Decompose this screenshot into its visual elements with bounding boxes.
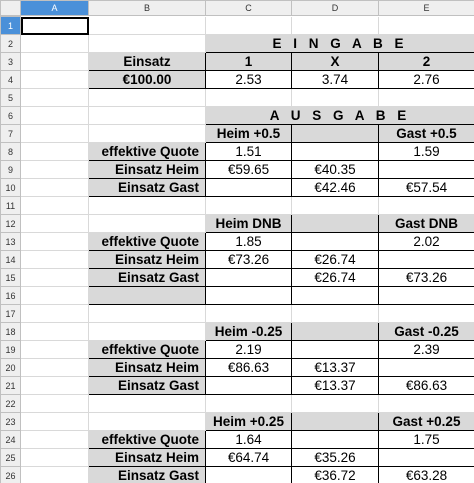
cell-b11[interactable] [89, 197, 206, 215]
cell-a15[interactable] [21, 269, 89, 287]
column-header-a[interactable]: A [21, 1, 89, 16]
row-header[interactable]: 25 [1, 449, 21, 467]
eingabe-header-2[interactable]: 2 [379, 53, 474, 71]
block-2-gast-header[interactable]: Gast -0.25 [379, 323, 474, 341]
block-1-einsatz-gast-e[interactable]: €73.26 [379, 269, 474, 287]
block-0-einsatz-heim-c[interactable]: €59.65 [206, 161, 292, 179]
sheet-row [1, 467, 474, 483]
label-effektive-quote[interactable]: effektive Quote [89, 341, 206, 359]
row-header[interactable]: 21 [1, 377, 21, 395]
block-2-quote-gast[interactable]: 2.39 [379, 341, 474, 359]
sheet-row [1, 395, 474, 413]
block-0-quote-heim[interactable]: 1.51 [206, 143, 292, 161]
row-header[interactable]: 26 [1, 467, 21, 483]
cell-b1[interactable] [89, 17, 206, 35]
cell-d17[interactable] [292, 305, 379, 323]
label-effektive-quote[interactable]: effektive Quote [89, 431, 206, 449]
cell-e5[interactable] [379, 89, 474, 107]
sheet-row [1, 377, 474, 395]
cell-a16[interactable] [21, 287, 89, 305]
row-header[interactable]: 8 [1, 143, 21, 161]
spreadsheet-grid [0, 0, 474, 16]
block-1-quote-gast[interactable]: 2.02 [379, 233, 474, 251]
row-header[interactable]: 19 [1, 341, 21, 359]
cell-a3[interactable] [21, 53, 89, 71]
cell-b17[interactable] [89, 305, 206, 323]
row-header[interactable]: 18 [1, 323, 21, 341]
sheet-row [1, 107, 474, 125]
cell-d22[interactable] [292, 395, 379, 413]
cell-a25[interactable] [21, 449, 89, 467]
cell-c5[interactable] [206, 89, 292, 107]
label-einsatz-heim[interactable]: Einsatz Heim [89, 161, 206, 179]
cell-a23[interactable] [21, 413, 89, 431]
sheet-row [1, 179, 474, 197]
cell-a11[interactable] [21, 197, 89, 215]
block-3-quote-gast[interactable]: 1.75 [379, 431, 474, 449]
einsatz-label[interactable]: Einsatz [89, 53, 206, 71]
cell-e1[interactable] [379, 17, 474, 35]
block-0-quote-empty[interactable] [292, 143, 379, 161]
sheet-row [1, 305, 474, 323]
label-einsatz-gast[interactable]: Einsatz Gast [89, 467, 206, 483]
block-3-einsatz-gast-d[interactable]: €36.72 [292, 467, 379, 483]
block-0-gast-header[interactable]: Gast +0.5 [379, 125, 474, 143]
label-einsatz-gast[interactable]: Einsatz Gast [89, 269, 206, 287]
eingabe-header-x[interactable]: X [292, 53, 379, 71]
cell-a18[interactable] [21, 323, 89, 341]
block-0-empty-header[interactable] [292, 125, 379, 143]
block-2-einsatz-heim-c[interactable]: €86.63 [206, 359, 292, 377]
column-header-d[interactable]: D [292, 1, 379, 16]
block-1-gast-header[interactable]: Gast DNB [379, 215, 474, 233]
sheet-row [1, 89, 474, 107]
cell-a8[interactable] [21, 143, 89, 161]
sheet-row [1, 17, 474, 35]
row-header[interactable]: 15 [1, 269, 21, 287]
cell-d1[interactable] [292, 17, 379, 35]
block-1-einsatz-heim-d[interactable]: €26.74 [292, 251, 379, 269]
block-1-empty-e[interactable] [379, 287, 474, 305]
sheet-row [1, 431, 474, 449]
block-0-quote-gast[interactable]: 1.59 [379, 143, 474, 161]
column-header-b[interactable]: B [89, 1, 206, 16]
block-1-empty-d[interactable] [292, 287, 379, 305]
column-header-c[interactable]: C [206, 1, 292, 16]
row-header[interactable]: 1 [1, 17, 21, 35]
block-0-heim-header[interactable]: Heim +0.5 [206, 125, 292, 143]
cell-a9[interactable] [21, 161, 89, 179]
block-1-empty-header[interactable] [292, 215, 379, 233]
label-einsatz-heim[interactable]: Einsatz Heim [89, 359, 206, 377]
cell-a4[interactable] [21, 71, 89, 89]
row-header[interactable]: 11 [1, 197, 21, 215]
row-header[interactable]: 6 [1, 107, 21, 125]
cell-a26[interactable] [21, 467, 89, 483]
label-einsatz-gast[interactable]: Einsatz Gast [89, 377, 206, 395]
block-1-einsatz-gast-c[interactable] [206, 269, 292, 287]
sheet-row [1, 233, 474, 251]
row-header[interactable]: 9 [1, 161, 21, 179]
block-1-heim-header[interactable]: Heim DNB [206, 215, 292, 233]
odds-x[interactable]: 3.74 [292, 71, 379, 89]
block-2-einsatz-gast-d[interactable]: €13.37 [292, 377, 379, 395]
block-3-gast-header[interactable]: Gast +0.25 [379, 413, 474, 431]
column-header-e[interactable]: E [379, 1, 474, 16]
sheet-row [1, 215, 474, 233]
sheet-row [1, 449, 474, 467]
sheet-row [1, 35, 474, 53]
block-3-quote-heim[interactable]: 1.64 [206, 431, 292, 449]
block-2-einsatz-heim-e[interactable] [379, 359, 474, 377]
cell-c22[interactable] [206, 395, 292, 413]
sheet-row [1, 161, 474, 179]
block-3-einsatz-heim-e[interactable] [379, 449, 474, 467]
label-einsatz-gast[interactable]: Einsatz Gast [89, 179, 206, 197]
block-3-quote-empty[interactable] [292, 431, 379, 449]
row-header[interactable]: 10 [1, 179, 21, 197]
cell-a19[interactable] [21, 341, 89, 359]
row-header[interactable]: 23 [1, 413, 21, 431]
cell-a21[interactable] [21, 377, 89, 395]
block-0-einsatz-gast-c[interactable] [206, 179, 292, 197]
cell-a6[interactable] [21, 107, 89, 125]
row-header[interactable]: 2 [1, 35, 21, 53]
sheet-row [1, 53, 474, 71]
cell-b2[interactable] [89, 35, 206, 53]
block-1-quote-empty[interactable] [292, 233, 379, 251]
block-2-heim-header[interactable]: Heim -0.25 [206, 323, 292, 341]
cell-b22[interactable] [89, 395, 206, 413]
block-1-quote-heim[interactable]: 1.85 [206, 233, 292, 251]
block-2-einsatz-gast-e[interactable]: €86.63 [379, 377, 474, 395]
cell-c11[interactable] [206, 197, 292, 215]
block-3-heim-header[interactable]: Heim +0.25 [206, 413, 292, 431]
sheet-row [1, 341, 474, 359]
odds-1[interactable]: 2.53 [206, 71, 292, 89]
label-effektive-quote[interactable]: effektive Quote [89, 233, 206, 251]
block-1-einsatz-heim-e[interactable] [379, 251, 474, 269]
spreadsheet-body [0, 16, 474, 483]
sheet-row [1, 143, 474, 161]
row-header[interactable]: 22 [1, 395, 21, 413]
block-2-empty-header[interactable] [292, 323, 379, 341]
block-2-quote-heim[interactable]: 2.19 [206, 341, 292, 359]
cell-a1[interactable] [21, 17, 89, 35]
sheet-row [1, 125, 474, 143]
eingabe-title[interactable]: E I N G A B E [206, 35, 474, 53]
cell-a17[interactable] [21, 305, 89, 323]
block-2-einsatz-heim-d[interactable]: €13.37 [292, 359, 379, 377]
block-3-einsatz-heim-d[interactable]: €35.26 [292, 449, 379, 467]
block-3-einsatz-heim-c[interactable]: €64.74 [206, 449, 292, 467]
cell-b7[interactable] [89, 125, 206, 143]
cell-d5[interactable] [292, 89, 379, 107]
block-0-einsatz-gast-e[interactable]: €57.54 [379, 179, 474, 197]
block-0-einsatz-heim-d[interactable]: €40.35 [292, 161, 379, 179]
block-1-empty-b[interactable] [89, 287, 206, 305]
odds-2[interactable]: 2.76 [379, 71, 474, 89]
select-all-corner[interactable] [1, 1, 21, 16]
row-header[interactable]: 12 [1, 215, 21, 233]
block-1-einsatz-heim-c[interactable]: €73.26 [206, 251, 292, 269]
cell-b6[interactable] [89, 107, 206, 125]
sheet-row [1, 251, 474, 269]
cell-c17[interactable] [206, 305, 292, 323]
row-header[interactable]: 13 [1, 233, 21, 251]
block-3-einsatz-gast-e[interactable]: €63.28 [379, 467, 474, 483]
block-3-empty-header[interactable] [292, 413, 379, 431]
sheet-row [1, 197, 474, 215]
cell-a13[interactable] [21, 233, 89, 251]
cell-a5[interactable] [21, 89, 89, 107]
cell-a24[interactable] [21, 431, 89, 449]
cell-e22[interactable] [379, 395, 474, 413]
cell-a7[interactable] [21, 125, 89, 143]
sheet-row [1, 359, 474, 377]
row-header[interactable]: 7 [1, 125, 21, 143]
cell-a12[interactable] [21, 215, 89, 233]
block-0-einsatz-gast-d[interactable]: €42.46 [292, 179, 379, 197]
block-1-einsatz-gast-d[interactable]: €26.74 [292, 269, 379, 287]
cell-b12[interactable] [89, 215, 206, 233]
row-header[interactable]: 16 [1, 287, 21, 305]
cell-e11[interactable] [379, 197, 474, 215]
cell-b23[interactable] [89, 413, 206, 431]
cell-a10[interactable] [21, 179, 89, 197]
block-2-einsatz-gast-c[interactable] [206, 377, 292, 395]
block-0-einsatz-heim-e[interactable] [379, 161, 474, 179]
row-header[interactable]: 4 [1, 71, 21, 89]
block-2-quote-empty[interactable] [292, 341, 379, 359]
row-header[interactable]: 5 [1, 89, 21, 107]
cell-a20[interactable] [21, 359, 89, 377]
eingabe-header-1[interactable]: 1 [206, 53, 292, 71]
label-einsatz-heim[interactable]: Einsatz Heim [89, 251, 206, 269]
sheet-row [1, 287, 474, 305]
row-header[interactable]: 20 [1, 359, 21, 377]
cell-a14[interactable] [21, 251, 89, 269]
cell-a2[interactable] [21, 35, 89, 53]
label-einsatz-heim[interactable]: Einsatz Heim [89, 449, 206, 467]
cell-d11[interactable] [292, 197, 379, 215]
block-3-einsatz-gast-c[interactable] [206, 467, 292, 483]
sheet-row [1, 71, 474, 89]
cell-b18[interactable] [89, 323, 206, 341]
cell-b5[interactable] [89, 89, 206, 107]
label-effektive-quote[interactable]: effektive Quote [89, 143, 206, 161]
row-header[interactable]: 24 [1, 431, 21, 449]
row-header[interactable]: 3 [1, 53, 21, 71]
einsatz-value[interactable]: €100.00 [89, 71, 206, 89]
sheet-row [1, 413, 474, 431]
row-header[interactable]: 17 [1, 305, 21, 323]
cell-a22[interactable] [21, 395, 89, 413]
cell-e17[interactable] [379, 305, 474, 323]
ausgabe-title[interactable]: A U S G A B E [206, 107, 474, 125]
sheet-row [1, 269, 474, 287]
block-1-empty-c[interactable] [206, 287, 292, 305]
row-header[interactable]: 14 [1, 251, 21, 269]
sheet-row [1, 323, 474, 341]
cell-c1[interactable] [206, 17, 292, 35]
